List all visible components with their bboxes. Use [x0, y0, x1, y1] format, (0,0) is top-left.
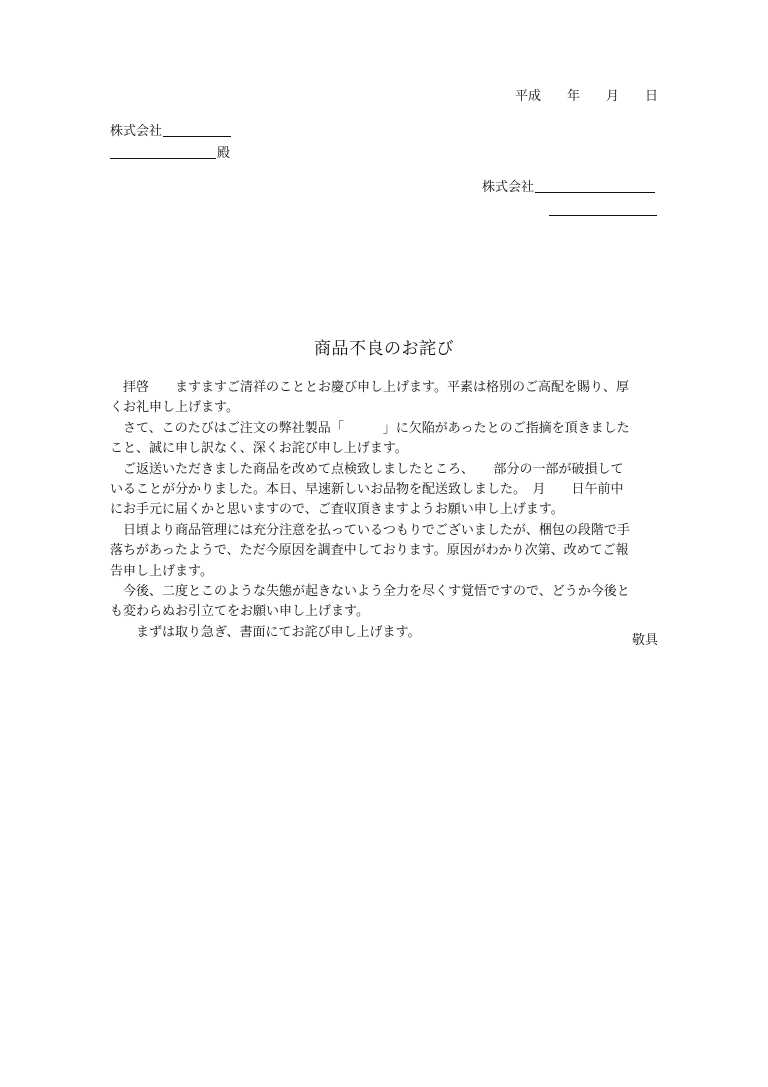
- recipient-company-blank: [163, 124, 231, 137]
- body-line: 今後、二度とこのような失態が起きないよう全力を尽くす覚悟ですので、どうか今後と: [110, 583, 630, 599]
- body-line: こと、誠に申し訳なく、深くお詫び申し上げます。: [110, 441, 408, 457]
- body-line: にお手元に届くかと思いますので、ご査収頂きますようお願い申し上げます。: [110, 502, 564, 518]
- body-line: いることが分かりました。本日、早速新しいお品物を配送致しました。 月 日午前中: [110, 481, 624, 497]
- body-line: ご返送いただきました商品を改めて点検致しましたところ、 部分の一部が破損して: [110, 461, 624, 477]
- body-line: まずは取り急ぎ、書面にてお詫び申し上げます。: [110, 624, 421, 640]
- recipient-company-prefix: 株式会社: [110, 124, 163, 139]
- recipient-honorific: 殿: [217, 146, 231, 161]
- body-line: も変わらぬお引立てをお願い申し上げます。: [110, 604, 369, 620]
- body-line: 日頃より商品管理には充分注意を払っているつもりでございましたが、梱包の段階で手: [110, 522, 630, 538]
- date-line: 平成 年 月 日: [514, 89, 658, 104]
- recipient-name-blank: [110, 146, 216, 159]
- recipient-company: [110, 124, 231, 140]
- sender-name: [549, 203, 657, 219]
- letter-title: 商品不良のお詫び: [314, 339, 454, 359]
- body-line: くお礼申し上げます。: [110, 400, 239, 416]
- body-line: 落ちがあったようで、ただ今原因を調査中しております。原因がわかり次第、改めてご報: [110, 543, 629, 559]
- letter-body: [110, 378, 660, 643]
- recipient-name: [110, 146, 230, 162]
- sender-name-blank: [549, 203, 657, 216]
- sender-company: [482, 180, 655, 196]
- sender-company-blank: [535, 180, 655, 193]
- sender-company-prefix: 株式会社: [482, 180, 535, 195]
- body-line: 告申し上げます。: [110, 563, 213, 579]
- closing-remark: 敬具: [631, 633, 658, 648]
- body-line: さて、このたびはご注文の弊社製品「 」に欠陥があったとのご指摘を頂きました: [110, 420, 630, 436]
- body-line: 拝啓 ますますご清祥のこととお慶び申し上げます。平素は格別のご高配を賜り、厚: [110, 380, 629, 395]
